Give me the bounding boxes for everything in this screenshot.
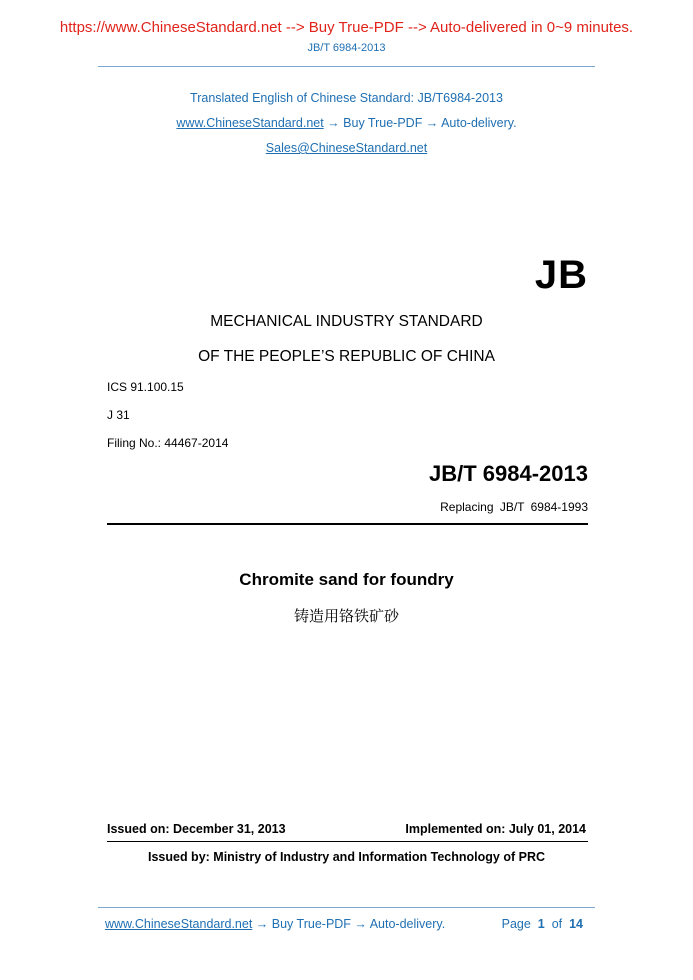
- replacing-standard: Replacing JB/T 6984-1993: [440, 500, 588, 514]
- page-of-label: of: [551, 917, 563, 931]
- implemented-date: Implemented on: July 01, 2014: [405, 822, 586, 836]
- sales-email-link[interactable]: Sales@ChineseStandard.net: [265, 141, 428, 155]
- title-chinese: 铸造用铬铁矿砂: [293, 607, 399, 625]
- footer-purchase-text: → Buy True-PDF → Auto-delivery.: [252, 917, 446, 931]
- page-current: 1: [537, 917, 545, 931]
- main-divider: [107, 523, 588, 525]
- purchase-line: [0, 116, 693, 130]
- top-banner[interactable]: https://www.ChineseStandard.net --> Buy True-PDF --> Auto-delivered in 0~9 minutes.: [59, 19, 634, 36]
- footer-divider: [98, 907, 595, 908]
- ccs-code: J 31: [107, 408, 130, 422]
- email-line: [0, 141, 693, 155]
- title-english: Chromite sand for foundry: [239, 570, 454, 589]
- site-link[interactable]: www.ChineseStandard.net: [176, 116, 324, 130]
- issuing-authority: Issued by: Ministry of Industry and Information Technology of PRC: [147, 850, 545, 864]
- page-total: 14: [569, 917, 583, 931]
- filing-number: Filing No.: 44467-2014: [107, 436, 229, 450]
- issue-divider: [107, 841, 588, 842]
- page-label: Page: [501, 917, 531, 931]
- org-line-2: OF THE PEOPLE’S REPUBLIC OF CHINA: [198, 348, 495, 365]
- footer-purchase-line: [105, 917, 445, 931]
- header-standard-code: JB/T 6984-2013: [307, 42, 386, 54]
- header-divider: [98, 66, 595, 67]
- translation-line: Translated English of Chinese Standard: JB/T6984-2013: [190, 91, 503, 105]
- page-number: [502, 917, 583, 931]
- org-line-1: MECHANICAL INDUSTRY STANDARD: [210, 313, 483, 330]
- purchase-text: → Buy True-PDF → Auto-delivery.: [323, 116, 517, 130]
- ics-code: ICS 91.100.15: [107, 380, 184, 394]
- footer-site-link[interactable]: www.ChineseStandard.net: [105, 917, 253, 931]
- issued-date: Issued on: December 31, 2013: [107, 822, 286, 836]
- standard-category-code: JB: [534, 253, 588, 297]
- standard-number: JB/T 6984-2013: [429, 461, 588, 486]
